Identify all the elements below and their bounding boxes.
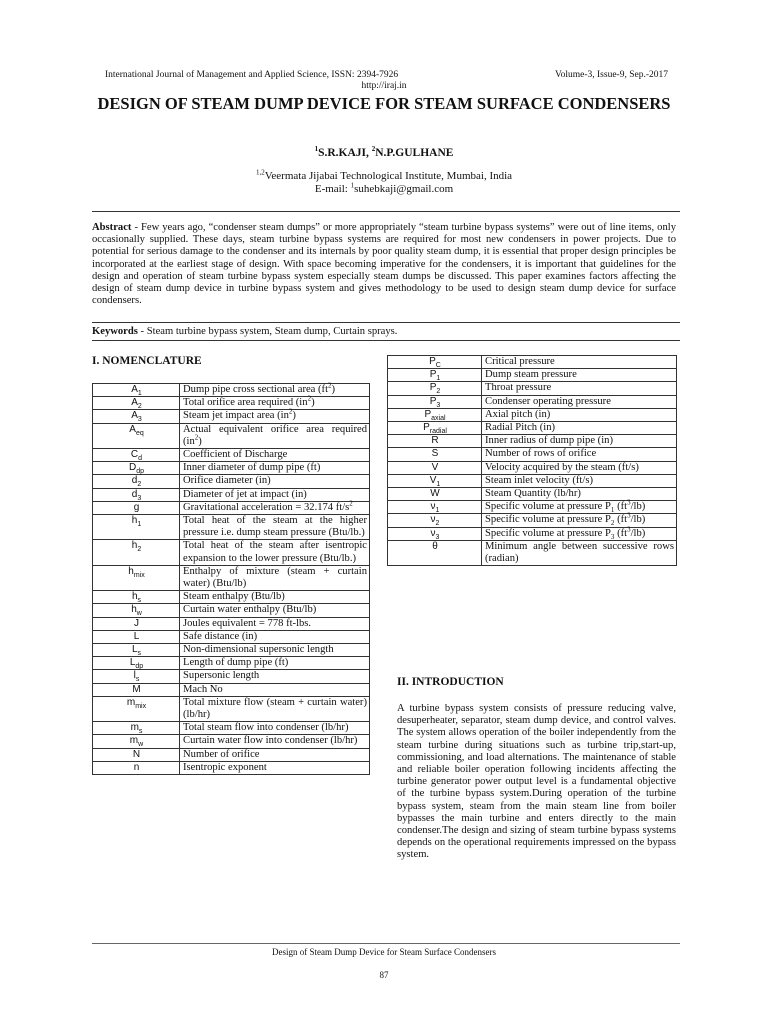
description: Radial Pitch (in) [485,422,556,434]
nomenclature-row [388,488,677,501]
symbol-subscript: 3 [137,494,142,502]
description-tail: /lb) [630,527,646,539]
nomenclature-row [388,408,677,421]
nomenclature-row [93,630,370,643]
nomenclature-row [388,461,677,474]
symbol-subscript: 2 [137,481,142,489]
abstract [92,222,676,307]
symbol-cell [93,540,180,565]
description: Diameter of jet at impact (in) [183,488,307,500]
nomenclature-row [93,540,370,565]
description: Safe distance (in) [183,630,258,642]
description: Inner radius of dump pipe (in) [485,435,613,447]
description-cell [180,591,370,604]
description-superscript: 3 [627,511,631,520]
description-cell [180,683,370,696]
symbol: L [131,644,138,656]
email-label: E-mail: [314,183,351,195]
description: Steam inlet velocity (ft/s) [485,474,593,486]
description: Steam enthalpy (Btu/lb) [183,591,285,603]
description: Total orifice area required (in [183,397,308,409]
nomenclature-row [388,501,677,514]
description-subscript: 3 [610,532,615,541]
paper-title: DESIGN OF STEAM DUMP DEVICE FOR STEAM SURFACE CONDENSERS [97,94,671,113]
keywords-divider-top [92,322,680,323]
description-cell [180,462,370,475]
symbol: P [424,408,432,420]
description: Condenser operating pressure [485,395,611,407]
symbol-subscript: 2 [137,403,142,411]
description: Number of orifice [183,748,260,760]
description: Orifice diameter (in) [183,475,271,487]
symbol: h [131,540,138,552]
symbol: V [429,474,437,486]
symbol-cell [93,515,180,540]
symbol-cell [93,748,180,761]
description-cell [180,475,370,488]
affiliation-superscript: 1,2 [255,168,265,177]
symbol: J [134,617,139,629]
symbol-cell [93,449,180,462]
symbol-cell [93,735,180,748]
email-line [0,183,768,196]
description: Curtain water flow into condenser (lb/hr) [183,735,358,747]
description: Joules equivalent = 778 ft-lbs. [183,617,312,629]
description-cell [180,449,370,462]
author2-name: N.P.GULHANE [375,147,454,159]
affiliation [0,170,768,183]
symbol-cell [93,423,180,448]
symbol: A [131,410,138,422]
description: Axial pitch (in) [485,408,551,420]
symbol-cell [388,408,482,421]
symbol-cell [93,462,180,475]
authors [0,147,768,159]
symbol-cell [93,657,180,670]
description-cell [482,408,677,421]
journal-name: International Journal of Management and Applied Science, ISSN: 2394-7926 [105,70,399,80]
symbol: P [429,395,437,407]
symbol: V [431,461,439,473]
description-unit: (ft [614,514,628,526]
description: Mach No [183,683,223,695]
footer-divider [92,943,680,944]
description-tail: /lb) [630,514,646,526]
nomenclature-row [93,722,370,735]
symbol: M [132,683,141,695]
symbol: ν [430,514,436,526]
symbol: P [423,422,430,434]
description-cell [482,422,677,435]
nomenclature-row [93,591,370,604]
nomenclature-row [93,604,370,617]
description: Number of rows of orifice [485,448,597,460]
nomenclature-row [93,449,370,462]
symbol-cell [93,397,180,410]
symbol-cell [388,474,482,487]
nomenclature-row [388,382,677,395]
symbol-cell [93,644,180,657]
symbol: n [133,761,140,773]
email-superscript: 1 [350,181,355,190]
symbol-cell [93,488,180,501]
description: Total heat of the steam after isentropic expansion to the lower pressure (Btu/lb.) [183,540,367,564]
symbol-cell [93,696,180,721]
keywords [92,326,676,337]
nomenclature-row [93,683,370,696]
description-cell [482,461,677,474]
description-unit: (ft [614,501,628,513]
symbol: A [129,423,136,435]
symbol: L [133,630,140,642]
symbol: P [429,382,437,394]
description: Velocity acquired by the steam (ft/s) [485,461,639,473]
nomenclature-row [93,565,370,590]
abstract-label: Abstract [92,222,132,233]
description-cell [180,423,370,448]
nomenclature-table-left [92,383,370,775]
symbol-cell [388,540,482,565]
description-cell [482,540,677,565]
description: Supersonic length [183,670,260,682]
nomenclature-row [388,369,677,382]
description-superscript: 2 [307,394,312,403]
nomenclature-row [388,540,677,565]
symbol-subscript: 2 [436,388,441,396]
description-cell [180,565,370,590]
description-cell [180,604,370,617]
description: Isentropic exponent [183,761,267,773]
description-unit: (ft [614,527,628,539]
description-cell [180,761,370,774]
description: Total heat of the steam at the higher pressure i.e. dump steam pressure (Btu/lb.) [183,515,367,539]
description-cell [482,488,677,501]
nomenclature-row [93,488,370,501]
description-cell [482,356,677,369]
description: Enthalpy of mixture (steam + curtain water) (Btu/lb) [183,565,367,590]
description-superscript: 2 [194,433,199,442]
symbol: D [128,462,137,474]
description-cell [180,722,370,735]
symbol: h [128,565,134,577]
symbol: S [431,448,439,460]
symbol: P [429,356,436,367]
author2-superscript: 2 [371,145,376,154]
symbol-cell [388,356,482,369]
symbol-subscript: 1 [137,521,142,529]
symbol-subscript: 3 [137,416,142,424]
symbol-subscript: 1 [435,507,440,515]
symbol-cell [388,461,482,474]
symbol-cell [388,395,482,408]
symbol-subscript: 1 [436,480,441,488]
symbol-subscript: eq [135,429,144,437]
description-cell [180,394,370,410]
nomenclature-row [388,395,677,408]
description-tail: ) [198,435,202,447]
section-heading-introduction: II. INTRODUCTION [397,676,504,688]
symbol-subscript: radial [429,428,447,436]
symbol-subscript: s [137,650,142,658]
affiliation-block [0,170,768,196]
affiliation-text: Veermata Jijabai Technological Institute, Mumbai, India [264,170,513,182]
keywords-divider-bottom [92,340,680,341]
symbol-cell [388,369,482,382]
symbol: h [131,515,138,527]
description: Specific volume at pressure P [485,514,611,526]
symbol: A [131,384,138,395]
description-superscript: 2 [349,499,353,508]
symbol-cell [93,722,180,735]
description-cell [180,501,370,514]
symbol-cell [93,384,180,397]
symbol-cell [388,422,482,435]
description: Throat pressure [485,382,552,394]
symbol: N [132,748,141,760]
description-cell [482,448,677,461]
description: Gravitational acceleration = 32.174 ft/s [183,501,350,513]
symbol-subscript: 2 [137,546,142,554]
nomenclature-row [93,670,370,683]
description-cell [180,630,370,643]
symbol-cell [388,501,482,514]
symbol-subscript: s [135,676,140,684]
nomenclature-row [93,696,370,721]
symbol: g [133,501,140,513]
symbol-subscript: 1 [137,390,142,397]
nomenclature-row [93,617,370,630]
nomenclature-table-right [387,355,677,566]
description: Actual equivalent orifice area required (in [183,423,367,447]
nomenclature-row [388,435,677,448]
description-cell [180,381,370,397]
symbol: m [126,696,136,708]
nomenclature-row [93,475,370,488]
description-cell [180,657,370,670]
description: Critical pressure [485,356,555,367]
description-subscript: 1 [610,506,615,515]
nomenclature-row [93,462,370,475]
symbol: d [131,488,138,500]
symbol-cell [93,565,180,590]
nomenclature-row [93,748,370,761]
description: Steam Quantity (lb/hr) [485,488,581,500]
symbol-subscript: 1 [436,375,441,383]
symbol-cell [93,761,180,774]
description: Curtain water enthalpy (Btu/lb) [183,604,317,616]
keywords-label: Keywords [92,326,138,337]
description-cell [180,407,370,423]
nomenclature-row [93,384,370,397]
nomenclature-row [388,514,677,527]
nomenclature-row [93,657,370,670]
symbol: l [133,670,136,682]
description-superscript: 3 [627,498,631,507]
description-cell [180,540,370,565]
description-superscript: 3 [627,525,631,534]
symbol-subscript: dp [135,663,144,671]
symbol-cell [93,475,180,488]
description-cell [482,382,677,395]
description-subscript: 2 [610,519,615,528]
description-superscript: 2 [288,407,293,416]
symbol-cell [388,514,482,527]
symbol-cell [93,604,180,617]
description-cell [482,395,677,408]
description-cell [180,515,370,540]
description-cell [180,696,370,721]
nomenclature-row [93,761,370,774]
author1-superscript: 1 [314,145,319,154]
description: Inner diameter of dump pipe (ft) [183,462,321,474]
description: Specific volume at pressure P [485,501,611,513]
symbol-subscript: mix [135,702,147,710]
symbol: R [431,435,439,447]
symbol-subscript: s [137,597,142,605]
description-tail: ) [292,410,296,422]
description-tail: ) [331,384,336,395]
symbol: h [131,604,137,616]
symbol-subscript: 2 [435,520,440,528]
top-divider [92,211,680,212]
description-cell [180,748,370,761]
symbol: P [429,369,437,381]
symbol-cell [93,591,180,604]
description-cell [180,617,370,630]
description-cell [180,735,370,748]
description: Total steam flow into condenser (lb/hr) [183,722,349,734]
symbol-cell [93,670,180,683]
symbol-subscript: axial [431,414,446,422]
symbol: h [131,591,138,603]
symbol-subscript: 3 [435,533,440,541]
symbol: m [129,735,139,747]
description: Non-dimensional supersonic length [183,644,334,656]
symbol-subscript: C [435,362,441,369]
symbol: d [131,475,138,487]
description: Total mixture flow (steam + curtain water) (lb/hr) [183,696,367,721]
description: Dump steam pressure [485,369,577,381]
description: Coefficient of Discharge [183,449,288,461]
email-address[interactable]: suhebkaji@gmail.com [354,183,454,195]
symbol-cell [93,630,180,643]
journal-url[interactable]: http://iraj.in [361,81,407,91]
symbol: ν [430,527,436,539]
symbol-cell [93,501,180,514]
symbol-cell [93,617,180,630]
description: Specific volume at pressure P [485,527,611,539]
nomenclature-row [93,423,370,448]
nomenclature-row [93,735,370,748]
section-heading-nomenclature: I. NOMENCLATURE [92,355,202,367]
symbol-cell [93,683,180,696]
description: Dump pipe cross sectional area (ft [183,384,329,395]
symbol: ν [430,501,436,513]
nomenclature-row [388,448,677,461]
description-cell [482,435,677,448]
description-cell [482,498,677,515]
description-tail: ) [311,397,315,409]
description-cell [180,644,370,657]
description: Steam jet impact area (in [183,410,289,422]
nomenclature-row [93,397,370,410]
symbol-subscript: s [138,728,143,736]
symbol-cell [388,527,482,540]
abstract-text: - Few years ago, “condenser steam dumps” or more appropriately “steam turbine bypass systems” were out of line items, only occasionally supplied. These days, steam turbine bypass systems are required for most new condensers in power projects. Due to potential for serious damage to the condenser and its internals by poor quality steam dump, it is essential that proper design principles be incorporated at the earliest stage of design. With space becoming imperative for the condensers, it is important that guidelines for the design and operation of steam turbine bypass system especially steam dumps be discussed. This paper examines factors affecting the design of steam dump device in turbine bypass system and gives methodology to be used to design steam dump device for surface condensers. [92,222,676,307]
nomenclature-row [388,474,677,487]
symbol: L [129,657,136,669]
symbol-subscript: dp [136,468,145,476]
nomenclature-row [388,356,677,369]
symbol-cell [93,410,180,423]
nomenclature-row [388,422,677,435]
description: Length of dump pipe (ft) [183,657,289,669]
running-title: Design of Steam Dump Device for Steam Surface Condensers [272,947,496,957]
description: Minimum angle between successive rows (radian) [485,540,674,565]
nomenclature-row [93,410,370,423]
description-cell [482,511,677,528]
symbol-subscript: 3 [436,401,441,409]
symbol: θ [432,540,438,552]
symbol: m [130,722,139,734]
nomenclature-row [388,527,677,540]
description-superscript: 2 [328,381,332,390]
description-tail: /lb) [630,501,646,513]
symbol-cell [388,435,482,448]
symbol-cell [388,448,482,461]
nomenclature-row [93,501,370,514]
symbol-cell [388,488,482,501]
symbol-subscript: w [136,610,142,618]
introduction-paragraph: A turbine bypass system consists of pressure reducing valve, desuperheater, separator, steam dump device, and control valves. The system allows operation of the boiler independently from the steam turbine during situations such as turbine trip,start-up, commissioning, and load alternations. The maintenance of stable and reliable boiler operation following incidents affecting the turbine generator power output level is a fundamental objective of the turbine bypass system.During operation of the turbine bypass system, steam from the main steam line from boiler bypasses the main turbine and enters directly to the main condenser.The design and sizing of steam turbine bypass systems depends on the operational requirements impressed on the bypass system. [397,703,676,861]
page-number: 87 [379,970,389,980]
symbol-subscript: mix [133,571,145,579]
description-cell [180,670,370,683]
keywords-text: - Steam turbine bypass system, Steam dump, Curtain sprays. [137,326,398,337]
symbol: W [430,488,440,500]
description-cell [482,474,677,487]
description-cell [482,527,677,540]
description-cell [180,488,370,501]
description-cell [482,369,677,382]
symbol: A [131,397,138,409]
nomenclature-row [93,515,370,540]
author1-name: S.R.KAJI, [318,147,372,159]
symbol: C [130,449,139,461]
volume-issue: Volume-3, Issue-9, Sep.-2017 [554,70,668,80]
symbol-subscript: d [138,455,143,463]
nomenclature-row [93,644,370,657]
symbol-subscript: w [138,741,144,749]
symbol-cell [388,382,482,395]
